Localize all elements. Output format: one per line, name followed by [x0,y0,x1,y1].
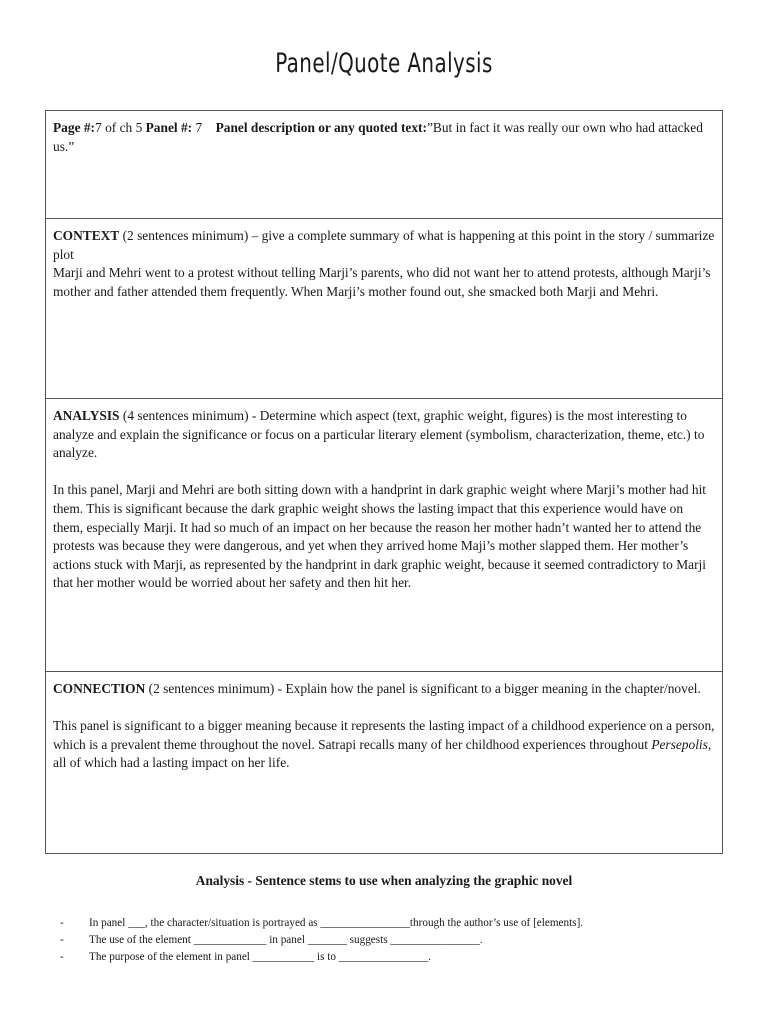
list-item [60,915,583,932]
analysis-label: ANALYSIS [53,408,120,423]
list-item [60,949,583,966]
panel-info-text [53,119,715,156]
sentence-stems-list [60,915,583,966]
stem-text: The purpose of the element in panel ___________ is to ________________. [89,951,432,963]
panel-info-cell [46,111,722,219]
connection-response-text: This panel is significant to a bigger meaning because it represents the lasting impact of a childhood experience on a person, which is a prevalent theme throughout the novel. Satrapi recalls many of her childhood experiences throughout [53,718,715,752]
page-title: Panel/Quote Analysis [275,48,493,79]
stem-text: The use of the element _____________ in panel _______ suggests ________________. [89,934,483,946]
analysis-instructions: (4 sentences minimum) - Determine which aspect (text, graphic weight, figures) is the most interesting to analyze and explain the significance or focus on a particular literary element (symbolism, characterization, theme, etc.) to analyze. [53,408,705,461]
page-number-label: Page #: [53,120,96,135]
context-cell [46,219,722,399]
connection-response [53,717,715,773]
novel-title: Persepolis [651,736,708,752]
sentence-stems-heading: Analysis - Sentence stems to use when analyzing the graphic novel [195,873,573,888]
connection-label: CONNECTION [53,681,146,696]
analysis-prompt [53,407,715,463]
bullet-dash-icon: - [60,917,64,929]
connection-response-end: , all of which had a lasting impact on her life. [53,736,712,771]
list-item [60,932,583,949]
context-prompt [53,227,715,264]
analysis-table [45,110,723,854]
connection-prompt [53,680,715,699]
context-label: CONTEXT [53,228,120,243]
panel-description-label: Panel description or any quoted text: [215,120,427,135]
bullet-dash-icon: - [60,951,64,963]
connection-instructions: (2 sentences minimum) - Explain how the panel is significant to a bigger meaning in the chapter/novel. [148,681,701,696]
connection-cell [46,672,722,853]
panel-number-value: 7 [195,120,203,135]
context-response: Marji and Mehri went to a protest without telling Marji’s parents, who did not want her to attend protests, although Marji’s mother and father attended them frequently. When Marji’s mother found out, she smacked both Marji and Mehri. [53,265,711,299]
page-number-value: 7 of ch 5 [95,120,143,135]
analysis-response: In this panel, Marji and Mehri are both sitting down with a handprint in dark graphic weight where Marji’s mother had hit them. This is significant because the dark graphic weight shows the lasting impact that this experience would have on them, especially Marji. It had so much of an impact on her because the reason her mother hadn’t wanted her to attend the protests was because they were dangerous, and yet when they arrived home Maji’s mother slapped them. Her mother’s actions stuck with Marji, as represented by the handprint in dark graphic weight, because it seemed contradictory to Marji that her mother would be worried about her safety and then hit her. [53,482,707,591]
stem-text: In panel ___, the character/situation is portrayed as ________________through the author’s use of [elements]. [89,917,584,929]
analysis-cell [46,399,722,672]
panel-description-value: ”But in fact it was really our own who had attacked us.” [53,120,703,154]
panel-number-label: Panel #: [145,120,193,135]
bullet-dash-icon: - [60,934,64,946]
context-instructions: (2 sentences minimum) – give a complete summary of what is happening at this point in the story / summarize plot [53,228,715,262]
